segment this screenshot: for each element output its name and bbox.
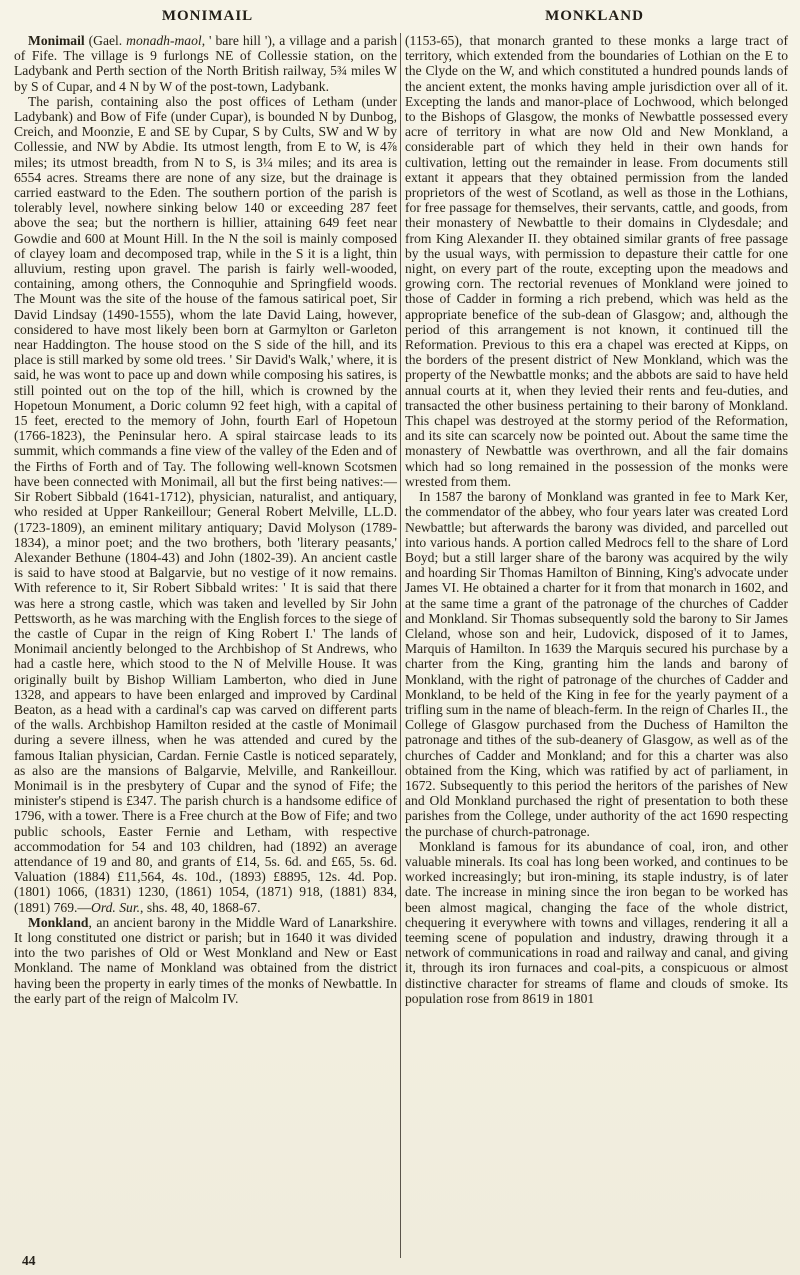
left-running-head: MONIMAIL bbox=[161, 8, 254, 24]
text-segment: Monimail bbox=[28, 33, 85, 48]
paragraph bbox=[405, 839, 788, 1006]
paragraph bbox=[14, 915, 397, 1006]
paragraph bbox=[405, 489, 788, 839]
paragraph bbox=[14, 33, 397, 94]
text-segment: Ord. Sur. bbox=[91, 899, 141, 915]
paragraph bbox=[14, 94, 397, 915]
page-number: 44 bbox=[22, 1253, 36, 1268]
text-segment: In 1587 the barony of Monkland was granted in fee to Mark Ker, the commendator of the abbey, who four years later was created Lord Newbattle; but afterwards the barony was divided, and parcelled out into various hands. A portion called Medrocs fell to the share of Lord Boyd; but a still larger share of the barony was acquired by the wily and hoarding Sir Thomas Hamilton of Binning, King's advocate under James VI. He obtained a charter for it from that monarch in 1602, and at the same time a grant of the patronage of the churches of Cadder and Monkland. Sir Thomas subsequently sold the barony to Sir James Cleland, whose son and heir, Ludovick, disposed of it to James, Marquis of Hamilton. In 1639 the Marquis secured his purchase by a charter from the King, granting him the lands and barony of Monkland, with the right of patronage of the churches of Cadder and Monkland, to be held of the King in fee for the yearly payment of a trifling sum in the name of bleach-ferm. In the reign of Charles II., the College of Glasgow purchased from the Duchess of Hamilton the patronage and tithes of the sub-deanery of Glasgow, as well as of the churches of Cadder and Monkland; and for this a charter was also obtained from the King, which was ratified by act of parliament, in 1672. Subsequently to this period the heritors of the parishes of New and Old Monkland purchased the right of presentation to both these parishes from the College, under authority of the act 1690 respecting the purchase of church-patronage. bbox=[405, 489, 788, 839]
paragraph bbox=[405, 33, 788, 489]
column-divider-rule bbox=[400, 33, 401, 1258]
text-segment: monadh-maol bbox=[126, 33, 202, 48]
right-column bbox=[405, 33, 788, 1258]
text-segment: (Gael. bbox=[84, 33, 127, 48]
right-running-head: MONKLAND bbox=[545, 8, 644, 24]
text-segment: Monkland is famous for its abundance of coal, iron, and other valuable minerals. Its coal has long been worked, and continues to be worked increasingly; but iron-mining, its staple industry, is of later date. The increase in mining since the iron began to be worked has been almost magical, changing the face of the whole district, chequering it everywhere with towns and villages, rendering it all a teeming scene of population and industry, drawing through it a network of communications in road and railway and canal, and giving it, through its iron furnaces and coal-pits, a conspicuous or almost distinctive character for streams of flame and clouds of smoke. Its population rose from 8619 in 1801 bbox=[405, 838, 788, 1006]
text-segment: , ' bare hill '), a village and a parish of Fife. The village is 9 furlongs NE of Collessie station, on the Ladybank and Perth section of the North British railway, 5¾ miles W by S of Cupar, and 4 N by W of the post-town, Ladybank. bbox=[14, 33, 397, 94]
text-segment: The parish, containing also the post offices of Letham (under Ladybank) and Bow of Fife (under Cupar), is bounded N by Dunbog, Creich, and Moonzie, E and SE by Cupar, S by Cults, SW and W by Collessie, and NW by Abdie. Its utmost length, from E to W, is 4⅞ miles; its utmost breadth, from N to S, is 3¼ miles; and its area is 6554 acres. Streams there are none of any size, but the drainage is carried eastward to the Eden. The southern portion of the parish is tolerably level, nowhere sinking below 140 or exceeding 287 feet above the sea; but the northern is hillier, attaining 649 feet near Gowdie and 600 at Mount Hill. In the N the soil is mainly composed of clayey loam and decomposed trap, while in the S it is a light, thin alluvium, resting upon gravel. The parish is fairly well-wooded, containing, among others, the Connoquhie and Springfield woods. The Mount was the site of the house of the famous satirical poet, Sir David Lindsay (1490-1555), whom the late David Laing, however, considered to have most likely been born at Garmylton or Garleton near Haddington. The house stood on the S side of the hill, and its place is still marked by some old trees. ' Sir David's Walk,' where, it is said, he was wont to pace up and down while composing his satires, is still pointed out on the top of the hill, which is crowned by the Hopetoun Monument, a Doric column 92 feet high, with a capital of 15 feet, erected to the memory of John, fourth Earl of Hopetoun (1766-1823), the Peninsular hero. A spiral staircase leads to its summit, which commands a fine view of the valley of the Eden and of the Firths of Forth and of Tay. The following well-known Scotsmen have been connected with Monimail, all but the first being natives:—Sir Robert Sibbald (1641-1712), physician, naturalist, and antiquary, who resided at Upper Rankeillour; General Robert Melville, LL.D. (1723-1809), an eminent military antiquary; David Molyson (1789-1834), a minor poet; and the two brothers, both 'literary peasants,' Alexander Bethune (1804-43) and John (1802-39). An ancient castle is said to have stood at Balgarvie, but no vestige of it now remains. With reference to it, Sir Robert Sibbald writes: ' It is said that there was here a strong castle, which was taken and levelled by Sir John Pettsworth, as he was marching with the English forces to the siege of the castle of Cupar in the reign of King Robert I.' The lands of Monimail anciently belonged to the Archbishop of St Andrews, who had a castle here, which stood to the N of Melville House. It was originally built by Bishop William Lamberton, who died in June 1328, and appears to have been enlarged and improved by Cardinal Beaton, as a head with a cardinal's cap was carved on different parts of the walls. Archbishop Hamilton resided at the castle of Monimail during a severe illness, when he was attended and cured by the famous Italian physician, Cardan. Fernie Castle is noticed separately, as also are the mansions of Balgarvie, Melville, and Rankeillour. Monimail is in the presbytery of Cupar and the synod of Fife; the minister's stipend is £347. The parish church is a handsome edifice of 1796, with a tower. There is a Free church at the Bow of Fife; and two public schools, Easter Fernie and Letham, with respective accommodation for 54 and 103 children, had (1892) an average attendance of 19 and 80, and grants of £14, 5s. 6d. and £65, 5s. 6d. Valuation (1884) £11,564, 4s. 10d., (1893) £8895, 12s. 4d. Pop. (1801) 1066, (1831) 1230, (1861) 1054, (1871) 918, (1881) 834, (1891) 769.— bbox=[14, 93, 397, 915]
text-segment: , an ancient barony in the Middle Ward of Lanarkshire. It long constituted one district or parish; but in 1640 it was divided into the two parishes of Old or West Monkland and New or East Monkland. The name of Monkland was obtained from the district having been the property in early times of the monks of Newbattle. In the early part of the reign of Malcolm IV. bbox=[14, 914, 397, 1006]
text-segment: Monkland bbox=[28, 914, 89, 930]
left-column bbox=[14, 33, 397, 1258]
text-segment: (1153-65), that monarch granted to these monks a large tract of territory, which extended from the boundaries of Lothian on the E to the Clyde on the W, and which constituted a hundred pounds lands of the ancient extent, the monks having ample jurisdiction over all of it. Excepting the lands and manor-place of Lochwood, which belonged to the Bishops of Glasgow, the monks of Newbattle possessed every acre of territory in what are now Old and New Monkland, a considerable part of which they held in their own hands for cultivation, letting out the remainder in lease. From documents still extant it appears that they obtained permission from the landed proprietors of the west of Scotland, as well as those in the Lothians, for free passage for themselves, their servants, cattle, and goods, from their monastery of Newbattle to their domains in Clydesdale; and from King Alexander II. they obtained similar grants of free passage by the usual ways, with permission to depasture their cattle for one night, on every part of the route, excepting upon the meadows and growing corn. The rectorial revenues of Monkland were joined to those of Cadder in forming a rich prebend, which was held as the appropriate benefice of the sub-dean of Glasgow; and, although the period of this arrangement is not known, it continued till the Reformation. Previous to this era a chapel was erected at Kipps, on the borders of the present district of New Monkland, which was the property of the Newbattle monks; and the abbots are said to have held annual courts at it, when they levied their rents and feu-duties, and transacted the other business pertaining to their barony of Monkland. This chapel was destroyed at the stormy period of the Reformation, and its site can scarcely now be pointed out. About the same time the monastery of Newbattle was overthrown, and all the fair domains which had so long remained in the possession of the monks were wrested from them. bbox=[405, 33, 788, 489]
running-heads bbox=[14, 8, 788, 25]
text-segment: , shs. 48, 40, 1868-67. bbox=[140, 899, 261, 915]
text-columns bbox=[14, 33, 788, 1258]
